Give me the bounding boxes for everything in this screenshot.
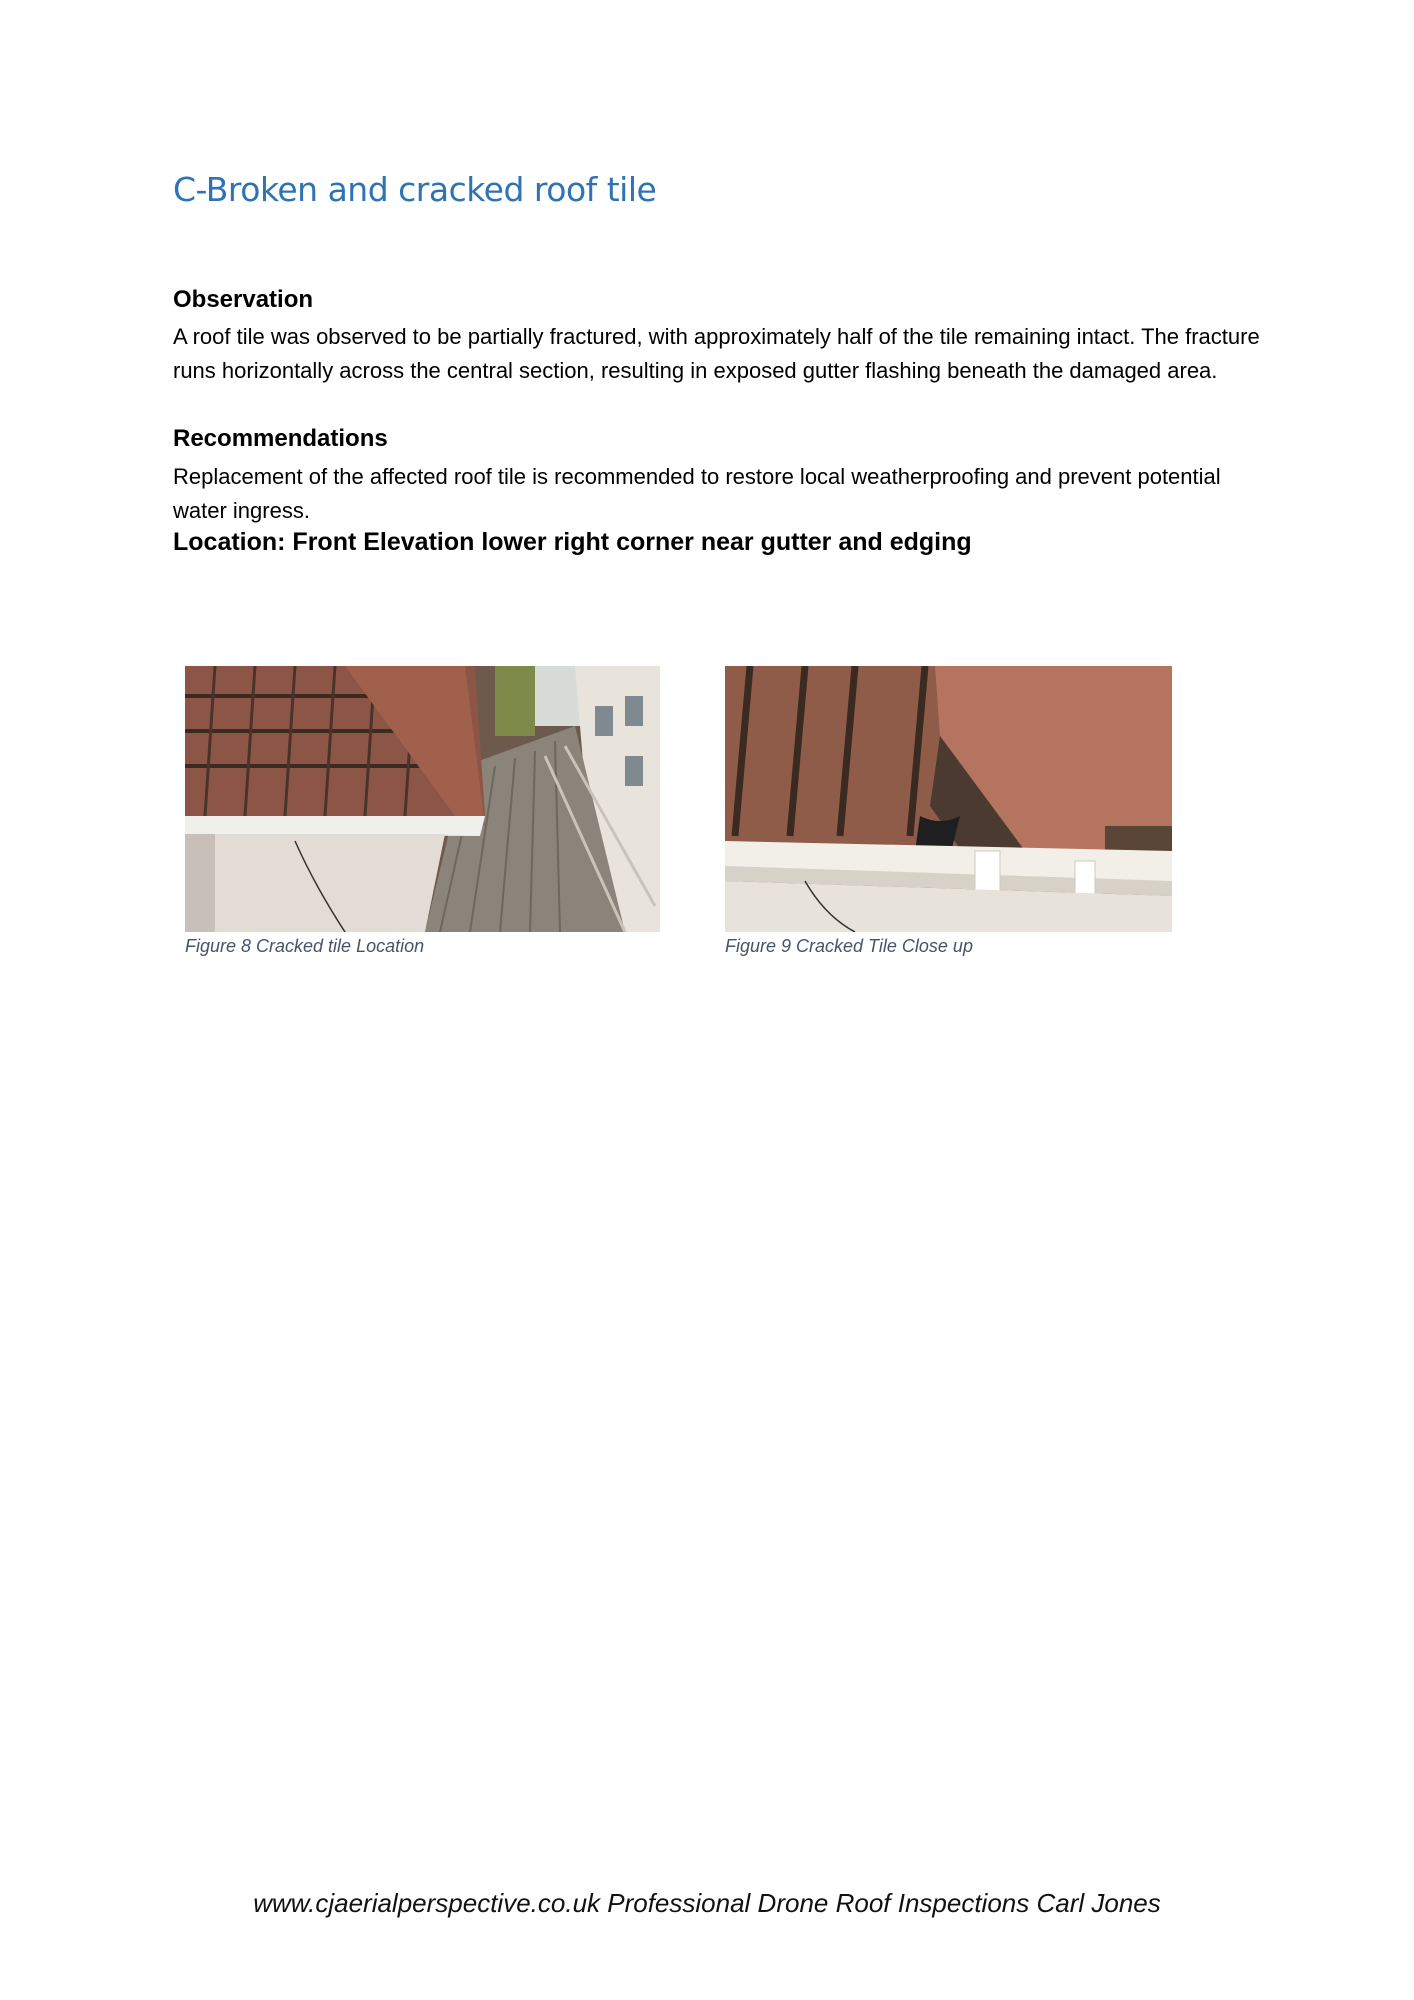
location-text: Location: Front Elevation lower right corner near gutter and edging bbox=[173, 528, 972, 556]
recommendations-text: Replacement of the affected roof tile is recommended to restore local weatherproofing and prevent potential water ingress. bbox=[173, 464, 1221, 523]
footer-text: www.cjaerialperspective.co.uk Professional Drone Roof Inspections Carl Jones bbox=[253, 1888, 1161, 1918]
recommendations-heading: Recommendations bbox=[173, 425, 388, 452]
figure-9-caption: Figure 9 Cracked Tile Close up bbox=[725, 936, 973, 956]
observation-text: A roof tile was observed to be partially fractured, with approximately half of the tile remaining intact. The fracture runs horizontally across the central section, resulting in exposed gutter flashing beneath the damaged area. bbox=[173, 324, 1260, 383]
page-title: C-Broken and cracked roof tile bbox=[173, 170, 657, 209]
figure-8-caption: Figure 8 Cracked tile Location bbox=[185, 936, 425, 956]
figure-9 bbox=[725, 666, 1172, 957]
observation-heading: Observation bbox=[173, 286, 314, 313]
figure-8 bbox=[185, 666, 660, 957]
cracked-tile-closeup-photo bbox=[725, 666, 1172, 932]
cracked-tile-location-photo bbox=[185, 666, 660, 932]
